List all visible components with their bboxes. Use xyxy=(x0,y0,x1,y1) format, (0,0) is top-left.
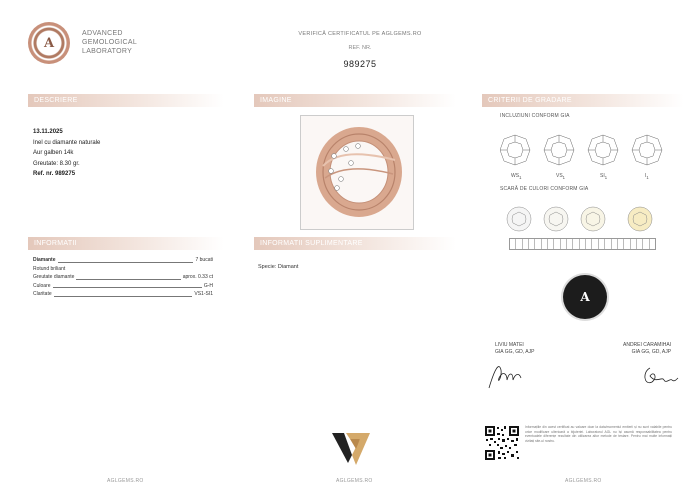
info-key: Claritate xyxy=(33,291,52,297)
ref-label: REF. NR. xyxy=(348,45,372,51)
footer-link-left[interactable]: AGLGEMS.RO xyxy=(107,478,144,484)
signer-title: GIA GG, GD, AJP xyxy=(631,349,672,355)
signer-name: LIVIU MATEI xyxy=(495,342,524,348)
description-item: Inel cu diamante naturale xyxy=(33,139,101,146)
ref-number: 989275 xyxy=(343,59,377,69)
section-informatii: INFORMATII xyxy=(28,237,224,250)
signer-name: ANDREI CARAMIHAI xyxy=(623,342,672,348)
certificate-header xyxy=(270,31,450,69)
color-scale-bar xyxy=(509,238,656,250)
ring-photo xyxy=(300,115,414,230)
info-value: 7 bucati xyxy=(195,257,213,263)
section-imagine: IMAGINE xyxy=(254,94,456,107)
lab-stamp-logo: A xyxy=(563,275,607,319)
footer-link-right[interactable]: AGLGEMS.RO xyxy=(565,478,602,484)
footer-link-center[interactable]: AGLGEMS.RO xyxy=(336,478,373,484)
info-key: Culoare xyxy=(33,282,51,289)
clarity-label-si: $SI_1$ xyxy=(600,173,608,180)
description-block xyxy=(33,127,100,180)
info-value: aprox. 0.33 ct xyxy=(182,274,213,280)
description-ref: Ref. nr. 989275 xyxy=(33,171,76,177)
clarity-diamonds xyxy=(500,132,670,172)
description-weight: Greutate: 8.30 gr. xyxy=(33,160,80,167)
signature-right xyxy=(640,358,680,392)
lab-name-line: GEMOLOGICAL xyxy=(82,39,138,46)
info-value: G-H xyxy=(203,282,213,289)
inclusions-title: INCLUZIUNI CONFORM GIA xyxy=(500,113,570,119)
color-scale-title: SCARĂ DE CULORI CONFORM GIA xyxy=(500,186,589,192)
color-diamonds xyxy=(505,205,665,235)
info-value: VS1-SI1 xyxy=(194,291,213,297)
info-key: Greutate diamante xyxy=(33,274,75,280)
lab-seal-logo: A xyxy=(28,22,70,64)
section-informatii-suplimentare: INFORMATII SUPLIMENTARE xyxy=(254,237,456,250)
color-diamond-icon xyxy=(628,207,652,231)
section-criterii: CRITERII DE GRADARE xyxy=(482,94,684,107)
color-diamond-icon xyxy=(507,207,531,231)
signer-left xyxy=(495,342,534,356)
description-date: 13.11.2025 xyxy=(33,129,63,135)
info-row xyxy=(33,273,213,282)
clarity-label-vs: $VS_1$ xyxy=(556,173,565,180)
clarity-diamond-icon xyxy=(544,135,574,165)
signer-title: GIA GG, GD, AJP xyxy=(495,349,535,355)
info-row xyxy=(33,290,213,299)
info-row xyxy=(33,256,213,265)
description-metal: Aur galben 14k xyxy=(33,150,74,156)
info-row xyxy=(33,282,213,291)
info-row xyxy=(33,265,213,274)
supplementary-text: Specie: Diamant xyxy=(258,264,299,270)
clarity-diamond-icon xyxy=(588,135,618,165)
verify-text: VERIFICĂ CERTIFICATUL PE AGLGEMS.RO xyxy=(298,31,422,37)
clarity-diamond-icon xyxy=(500,135,530,165)
info-table xyxy=(33,256,213,299)
clarity-label-ws: $WS_1$ xyxy=(511,173,522,180)
color-diamond-icon xyxy=(544,207,568,231)
disclaimer-text: Informațiile din acest certificat au valoare doar la data/momentul emiterii și nu sunt valabile pentru orice modificare ulterioară a bijuteriei. Laboratorul AGL nu își asumă responsabilitatea pentru eventualele diferențe rezultate din utilizarea altor metode de testare. Pentru mai multe informații vizitați site-ul nostru. xyxy=(525,425,672,443)
lab-name-line: LABORATORY xyxy=(82,48,133,55)
lab-name xyxy=(82,29,137,56)
ring-illustration xyxy=(301,116,413,229)
info-key: Diamante xyxy=(33,257,56,263)
signature-left xyxy=(485,358,525,392)
brand-v-logo xyxy=(330,429,374,469)
color-diamond-icon xyxy=(581,207,605,231)
signer-right xyxy=(623,342,671,356)
lab-name-line: ADVANCED xyxy=(82,30,123,37)
info-key: Rotund briliant xyxy=(33,265,66,272)
section-descriere: DESCRIERE xyxy=(28,94,224,107)
qr-code[interactable] xyxy=(484,425,520,461)
clarity-diamond-icon xyxy=(632,135,662,165)
clarity-label-i: $I_1$ xyxy=(645,173,649,180)
